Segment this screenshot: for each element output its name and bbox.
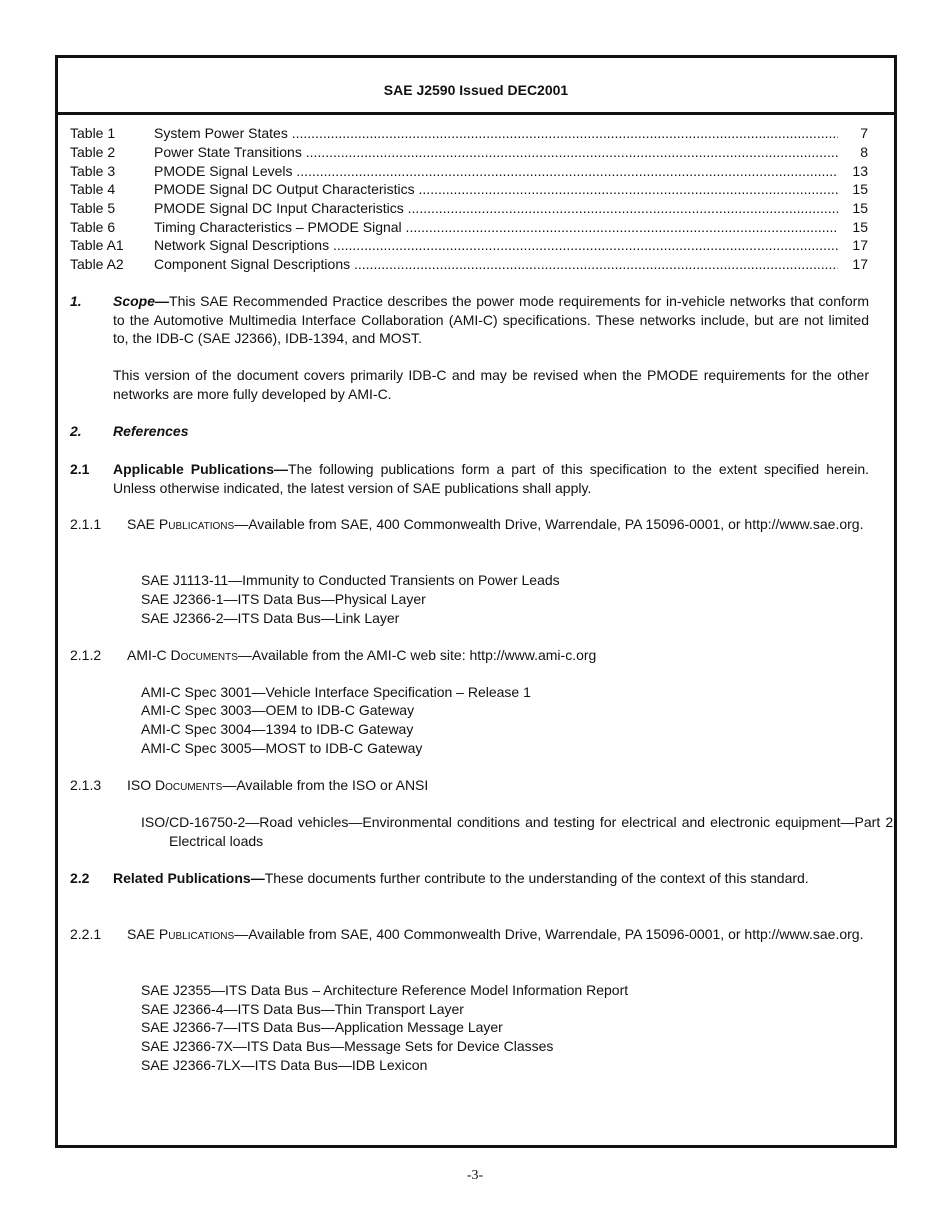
toc-number: Table 2: [70, 144, 116, 160]
toc-title: Power State Transitions .....: [154, 143, 838, 161]
reference-item: AMI-C Spec 3004—1394 to IDB-C Gateway: [141, 721, 414, 737]
reference-item: AMI-C Spec 3003—OEM to IDB-C Gateway: [141, 702, 415, 718]
sae-publications-body: —Available from SAE, 400 Commonwealth Drive, Warrendale, PA 15096-0001, or http://www.sae.org.: [234, 516, 864, 532]
reference-item: SAE J2366-1—ITS Data Bus—Physical Layer: [141, 591, 426, 607]
toc-row[interactable]: [70, 255, 868, 273]
toc-row[interactable]: [70, 180, 868, 198]
toc-title: PMODE Signal DC Input Characteristics .....: [154, 199, 838, 217]
scope-paragraph: [113, 292, 869, 348]
page-number: -3-: [466, 1168, 484, 1183]
scope-paragraph-2: This version of the document covers primarily IDB-C and may be revised when the PMODE requirements for the other networks are more fully developed by AMI-C.: [113, 367, 869, 402]
iso-documents-paragraph: [127, 776, 428, 794]
section-number: 1.: [70, 293, 82, 309]
applicable-publications-body: The following publications form a part of this specification to the extent specified herein. Unless otherwise indicated, the latest version of SAE publications shall apply.: [113, 461, 869, 496]
section-number: 2.1.1: [70, 516, 102, 532]
iso-documents-heading: ISO Documents: [127, 777, 223, 793]
sae-publications-heading: SAE Publications: [127, 516, 235, 532]
reference-item: SAE J1113-11—Immunity to Conducted Transients on Power Leads: [141, 572, 560, 588]
related-sae-publications-heading: SAE Publications: [127, 926, 235, 942]
toc-page: 15: [852, 219, 868, 235]
section-number: 2.1.3: [70, 777, 102, 793]
toc-row[interactable]: [70, 162, 868, 180]
toc-number: Table 1: [70, 125, 116, 141]
ami-c-documents-body: —Available from the AMI-C web site: http://www.ami-c.org: [237, 647, 597, 663]
toc-number: Table 6: [70, 219, 116, 235]
section-number: 2.2: [70, 870, 90, 886]
toc-row[interactable]: [70, 236, 868, 254]
document-title: SAE J2590 Issued DEC2001: [383, 82, 569, 98]
toc-page: 15: [852, 200, 868, 216]
toc-page: 17: [852, 256, 868, 272]
reference-item: SAE J2366-7—ITS Data Bus—Application Message Layer: [141, 1019, 503, 1035]
toc-title: PMODE Signal Levels .....: [154, 162, 838, 180]
toc-number: Table 3: [70, 163, 116, 179]
toc-number: Table 5: [70, 200, 116, 216]
toc-title: Network Signal Descriptions .....: [154, 236, 838, 254]
iso-documents-body: —Available from the ISO or ANSI: [222, 777, 429, 793]
toc-title: PMODE Signal DC Output Characteristics .....: [154, 180, 838, 198]
related-sae-publications-paragraph: [127, 925, 869, 944]
section-number: 2.2.1: [70, 926, 102, 942]
toc-row[interactable]: [70, 124, 868, 142]
toc-row[interactable]: [70, 199, 868, 217]
toc-title: Component Signal Descriptions .....: [154, 255, 838, 273]
scope-heading: Scope—: [113, 293, 170, 309]
ami-c-documents-paragraph: [127, 646, 596, 664]
sae-publications-paragraph: [127, 515, 869, 534]
references-heading: References: [113, 423, 189, 439]
toc-row[interactable]: [70, 143, 868, 161]
related-sae-publications-body: —Available from SAE, 400 Commonwealth Drive, Warrendale, PA 15096-0001, or http://www.sae.org.: [234, 926, 864, 942]
page-frame: [55, 55, 897, 1148]
toc-title: System Power States .....: [154, 124, 838, 142]
toc-page: 7: [860, 125, 868, 141]
reference-item: SAE J2366-2—ITS Data Bus—Link Layer: [141, 610, 400, 626]
iso-reference-item: ISO/CD-16750-2—Road vehicles—Environmental conditions and testing for electrical and electronic equipment—Part 2: Electrical loads: [141, 814, 897, 849]
reference-item: SAE J2355—ITS Data Bus – Architecture Reference Model Information Report: [141, 982, 629, 998]
section-number: 2.1.2: [70, 647, 102, 663]
reference-item: SAE J2366-7X—ITS Data Bus—Message Sets for Device Classes: [141, 1038, 554, 1054]
reference-item: SAE J2366-4—ITS Data Bus—Thin Transport Layer: [141, 1001, 464, 1017]
scope-body: This SAE Recommended Practice describes the power mode requirements for in-vehicle networks that conform to the Automotive Multimedia Interface Collaboration (AMI-C) specifications. These networks include, but are not limited to, the IDB-C (SAE J2366), IDB-1394, and MOST.: [113, 293, 869, 346]
toc-number: Table A2: [70, 256, 124, 272]
toc-row[interactable]: [70, 218, 868, 236]
applicable-publications-heading: Applicable Publications—: [113, 461, 289, 477]
toc-page: 15: [852, 181, 868, 197]
section-number: 2.: [70, 423, 82, 439]
related-publications-body: These documents further contribute to the understanding of the context of this standard.: [264, 870, 809, 886]
reference-item: AMI-C Spec 3001—Vehicle Interface Specification – Release 1: [141, 684, 531, 700]
applicable-publications-paragraph: [113, 460, 869, 497]
reference-item: SAE J2366-7LX—ITS Data Bus—IDB Lexicon: [141, 1057, 428, 1073]
toc-page: 13: [852, 163, 868, 179]
document-header: [58, 58, 894, 115]
toc-number: Table A1: [70, 237, 124, 253]
toc-number: Table 4: [70, 181, 116, 197]
related-publications-paragraph: [113, 869, 869, 888]
toc-page: 17: [852, 237, 868, 253]
toc-page: 8: [860, 144, 868, 160]
ami-c-documents-heading: AMI-C Documents: [127, 647, 238, 663]
reference-item: AMI-C Spec 3005—MOST to IDB-C Gateway: [141, 740, 423, 756]
related-publications-heading: Related Publications—: [113, 870, 265, 886]
toc-title: Timing Characteristics – PMODE Signal .....: [154, 218, 838, 236]
section-number: 2.1: [70, 461, 90, 477]
